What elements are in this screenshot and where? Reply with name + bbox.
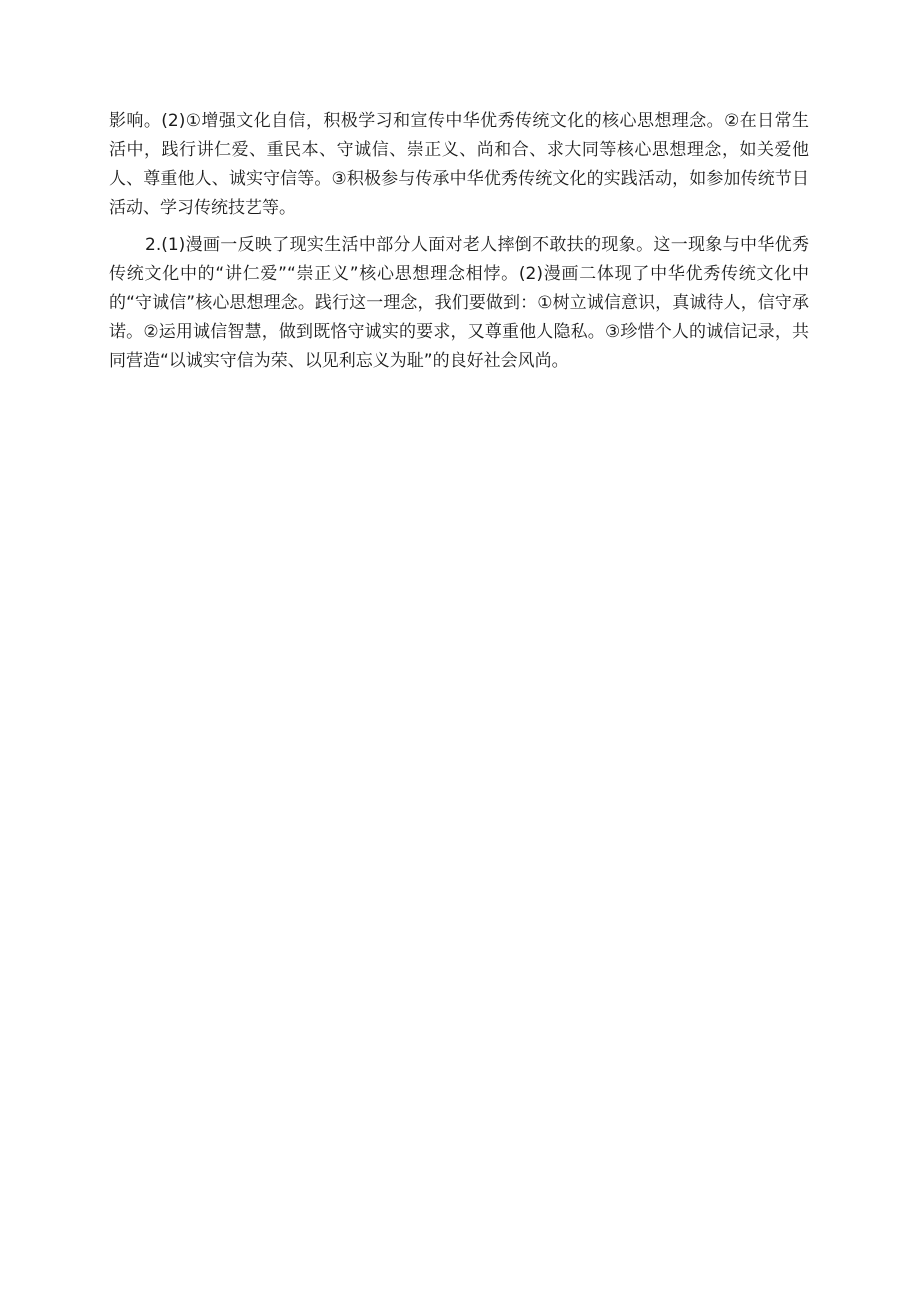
document-body <box>109 107 809 376</box>
paragraph-answer-2: 2.(1)漫画一反映了现实生活中部分人面对老人摔倒不敢扶的现象。这一现象与中华优秀传统文化中的“讲仁爱”“崇正义”核心思想理念相悖。(2)漫画二体现了中华优秀传统文化中的“守诚信”核心思想理念。践行这一理念，我们要做到：①树立诚信意识，真诚待人，信守承诺。②运用诚信智慧，做到既恪守诚实的要求，又尊重他人隐私。③珍惜个人的诚信记录，共同营造“以诚实守信为荣、以见利忘义为耻”的良好社会风尚。 <box>109 235 809 371</box>
paragraph-answer-1-continued: 影响。(2)①增强文化自信，积极学习和宣传中华优秀传统文化的核心思想理念。②在日常生活中，践行讲仁爱、重民本、守诚信、崇正义、尚和合、求大同等核心思想理念，如关爱他人、尊重他人、诚实守信等。③积极参与传承中华优秀传统文化的实践活动，如参加传统节日活动、学习传统技艺等。 <box>109 111 809 218</box>
